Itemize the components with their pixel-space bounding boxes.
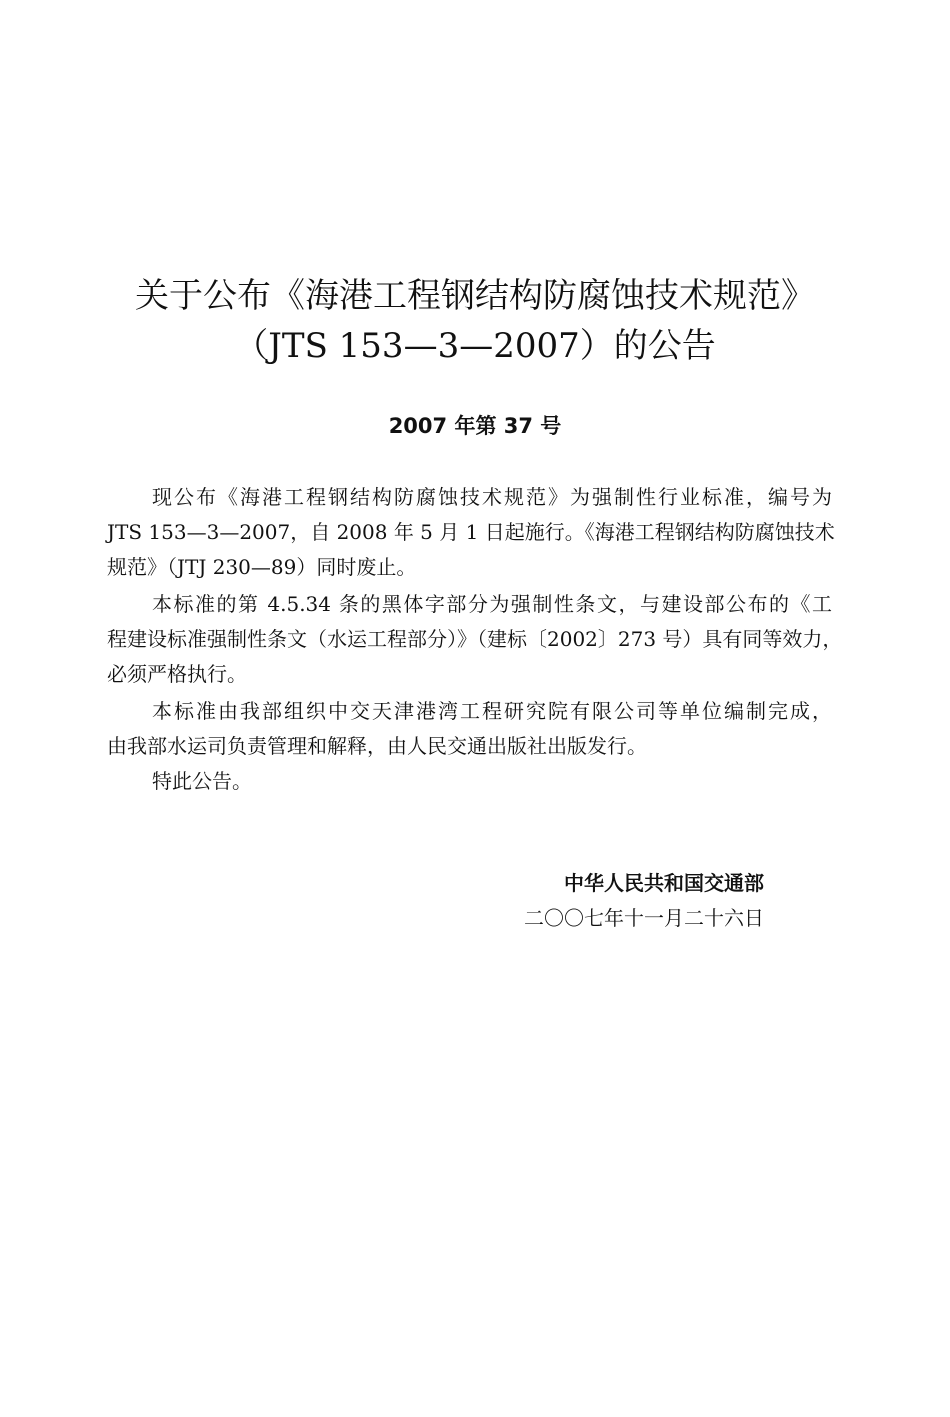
paragraph-2-line-2: 程建设标准强制性条文（水运工程部分）》（建标〔2002〕273 号）具有同等效力， bbox=[107, 627, 843, 651]
paragraph-4-line-1: 特此公告。 bbox=[152, 769, 252, 793]
document-number: 2007 年第 37 号 bbox=[388, 414, 562, 438]
title-line-2: （JTS 153—3—2007）的公告 bbox=[234, 326, 716, 366]
paragraph-1-line-2: JTS 153—3—2007，自 2008 年 5 月 1 日起施行。《海港工程钢结构防腐蚀技术 bbox=[107, 520, 835, 544]
paragraph-3-line-2: 由我部水运司负责管理和解释，由人民交通出版社出版发行。 bbox=[107, 734, 647, 758]
paragraph-3-line-1: 本标准由我部组织中交天津港湾工程研究院有限公司等单位编制完成， bbox=[152, 699, 832, 723]
paragraph-2-line-1: 本标准的第 4.5.34 条的黑体字部分为强制性条文，与建设部公布的《工 bbox=[152, 592, 832, 616]
paragraph-1-line-3: 规范》（JTJ 230—89）同时废止。 bbox=[107, 555, 417, 579]
issuing-organization: 中华人民共和国交通部 bbox=[564, 871, 764, 895]
title-line-1: 关于公布《海港工程钢结构防腐蚀技术规范》 bbox=[135, 276, 815, 316]
paragraph-2-line-3: 必须严格执行。 bbox=[107, 662, 247, 686]
issue-date: 二〇〇七年十一月二十六日 bbox=[524, 906, 764, 930]
paragraph-1-line-1: 现公布《海港工程钢结构防腐蚀技术规范》为强制性行业标准，编号为 bbox=[152, 485, 832, 509]
